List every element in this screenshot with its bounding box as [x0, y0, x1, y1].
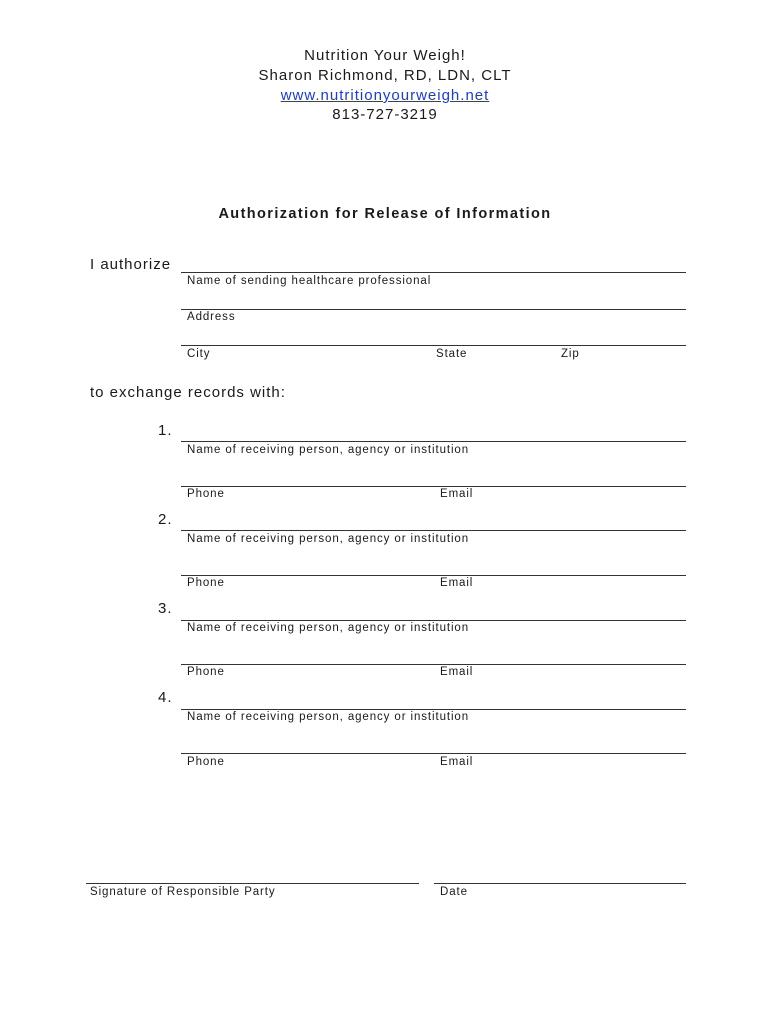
recipient-name-label: Name of receiving person, agency or institution — [187, 711, 470, 723]
recipient-number: 2. — [158, 511, 173, 528]
recipient-name-label: Name of receiving person, agency or institution — [187, 444, 470, 456]
recipient-phone-label: Phone — [187, 488, 225, 500]
address-label: Address — [187, 311, 236, 323]
city-state-zip-field[interactable] — [181, 345, 686, 346]
recipient-email-label: Email — [440, 756, 474, 768]
org-name: Nutrition Your Weigh! — [304, 47, 466, 64]
dietitian-name: Sharon Richmond, RD, LDN, CLT — [258, 67, 512, 84]
recipient-number: 3. — [158, 600, 173, 617]
recipient-contact-field[interactable] — [181, 753, 686, 754]
form-title: Authorization for Release of Information — [218, 206, 552, 222]
sender-name-field[interactable] — [181, 272, 686, 273]
recipient-name-field[interactable] — [181, 441, 686, 442]
signature-field[interactable] — [86, 883, 419, 884]
recipient-phone-label: Phone — [187, 756, 225, 768]
recipient-number: 4. — [158, 689, 173, 706]
recipient-phone-label: Phone — [187, 666, 225, 678]
signature-label: Signature of Responsible Party — [90, 886, 276, 898]
recipient-email-label: Email — [440, 666, 474, 678]
website-link-row — [0, 86, 770, 106]
exchange-label: to exchange records with: — [90, 384, 286, 401]
recipient-phone-label: Phone — [187, 577, 225, 589]
address-field[interactable] — [181, 309, 686, 310]
city-label: City — [187, 348, 211, 360]
recipient-name-field[interactable] — [181, 620, 686, 621]
sender-name-label: Name of sending healthcare professional — [187, 275, 432, 287]
phone-number: 813-727-3219 — [332, 106, 438, 123]
recipient-email-label: Email — [440, 488, 474, 500]
recipient-contact-field[interactable] — [181, 664, 686, 665]
recipient-name-label: Name of receiving person, agency or institution — [187, 533, 470, 545]
date-label: Date — [440, 886, 468, 898]
recipient-name-field[interactable] — [181, 530, 686, 531]
date-field[interactable] — [434, 883, 686, 884]
recipient-email-label: Email — [440, 577, 474, 589]
state-label: State — [436, 348, 468, 360]
recipient-name-field[interactable] — [181, 709, 686, 710]
recipient-contact-field[interactable] — [181, 575, 686, 576]
recipient-contact-field[interactable] — [181, 486, 686, 487]
recipient-name-label: Name of receiving person, agency or institution — [187, 622, 470, 634]
website-link[interactable]: www.nutritionyourweigh.net — [280, 87, 490, 104]
authorize-label: I authorize — [90, 256, 172, 273]
recipient-number: 1. — [158, 422, 173, 439]
zip-label: Zip — [561, 348, 580, 360]
